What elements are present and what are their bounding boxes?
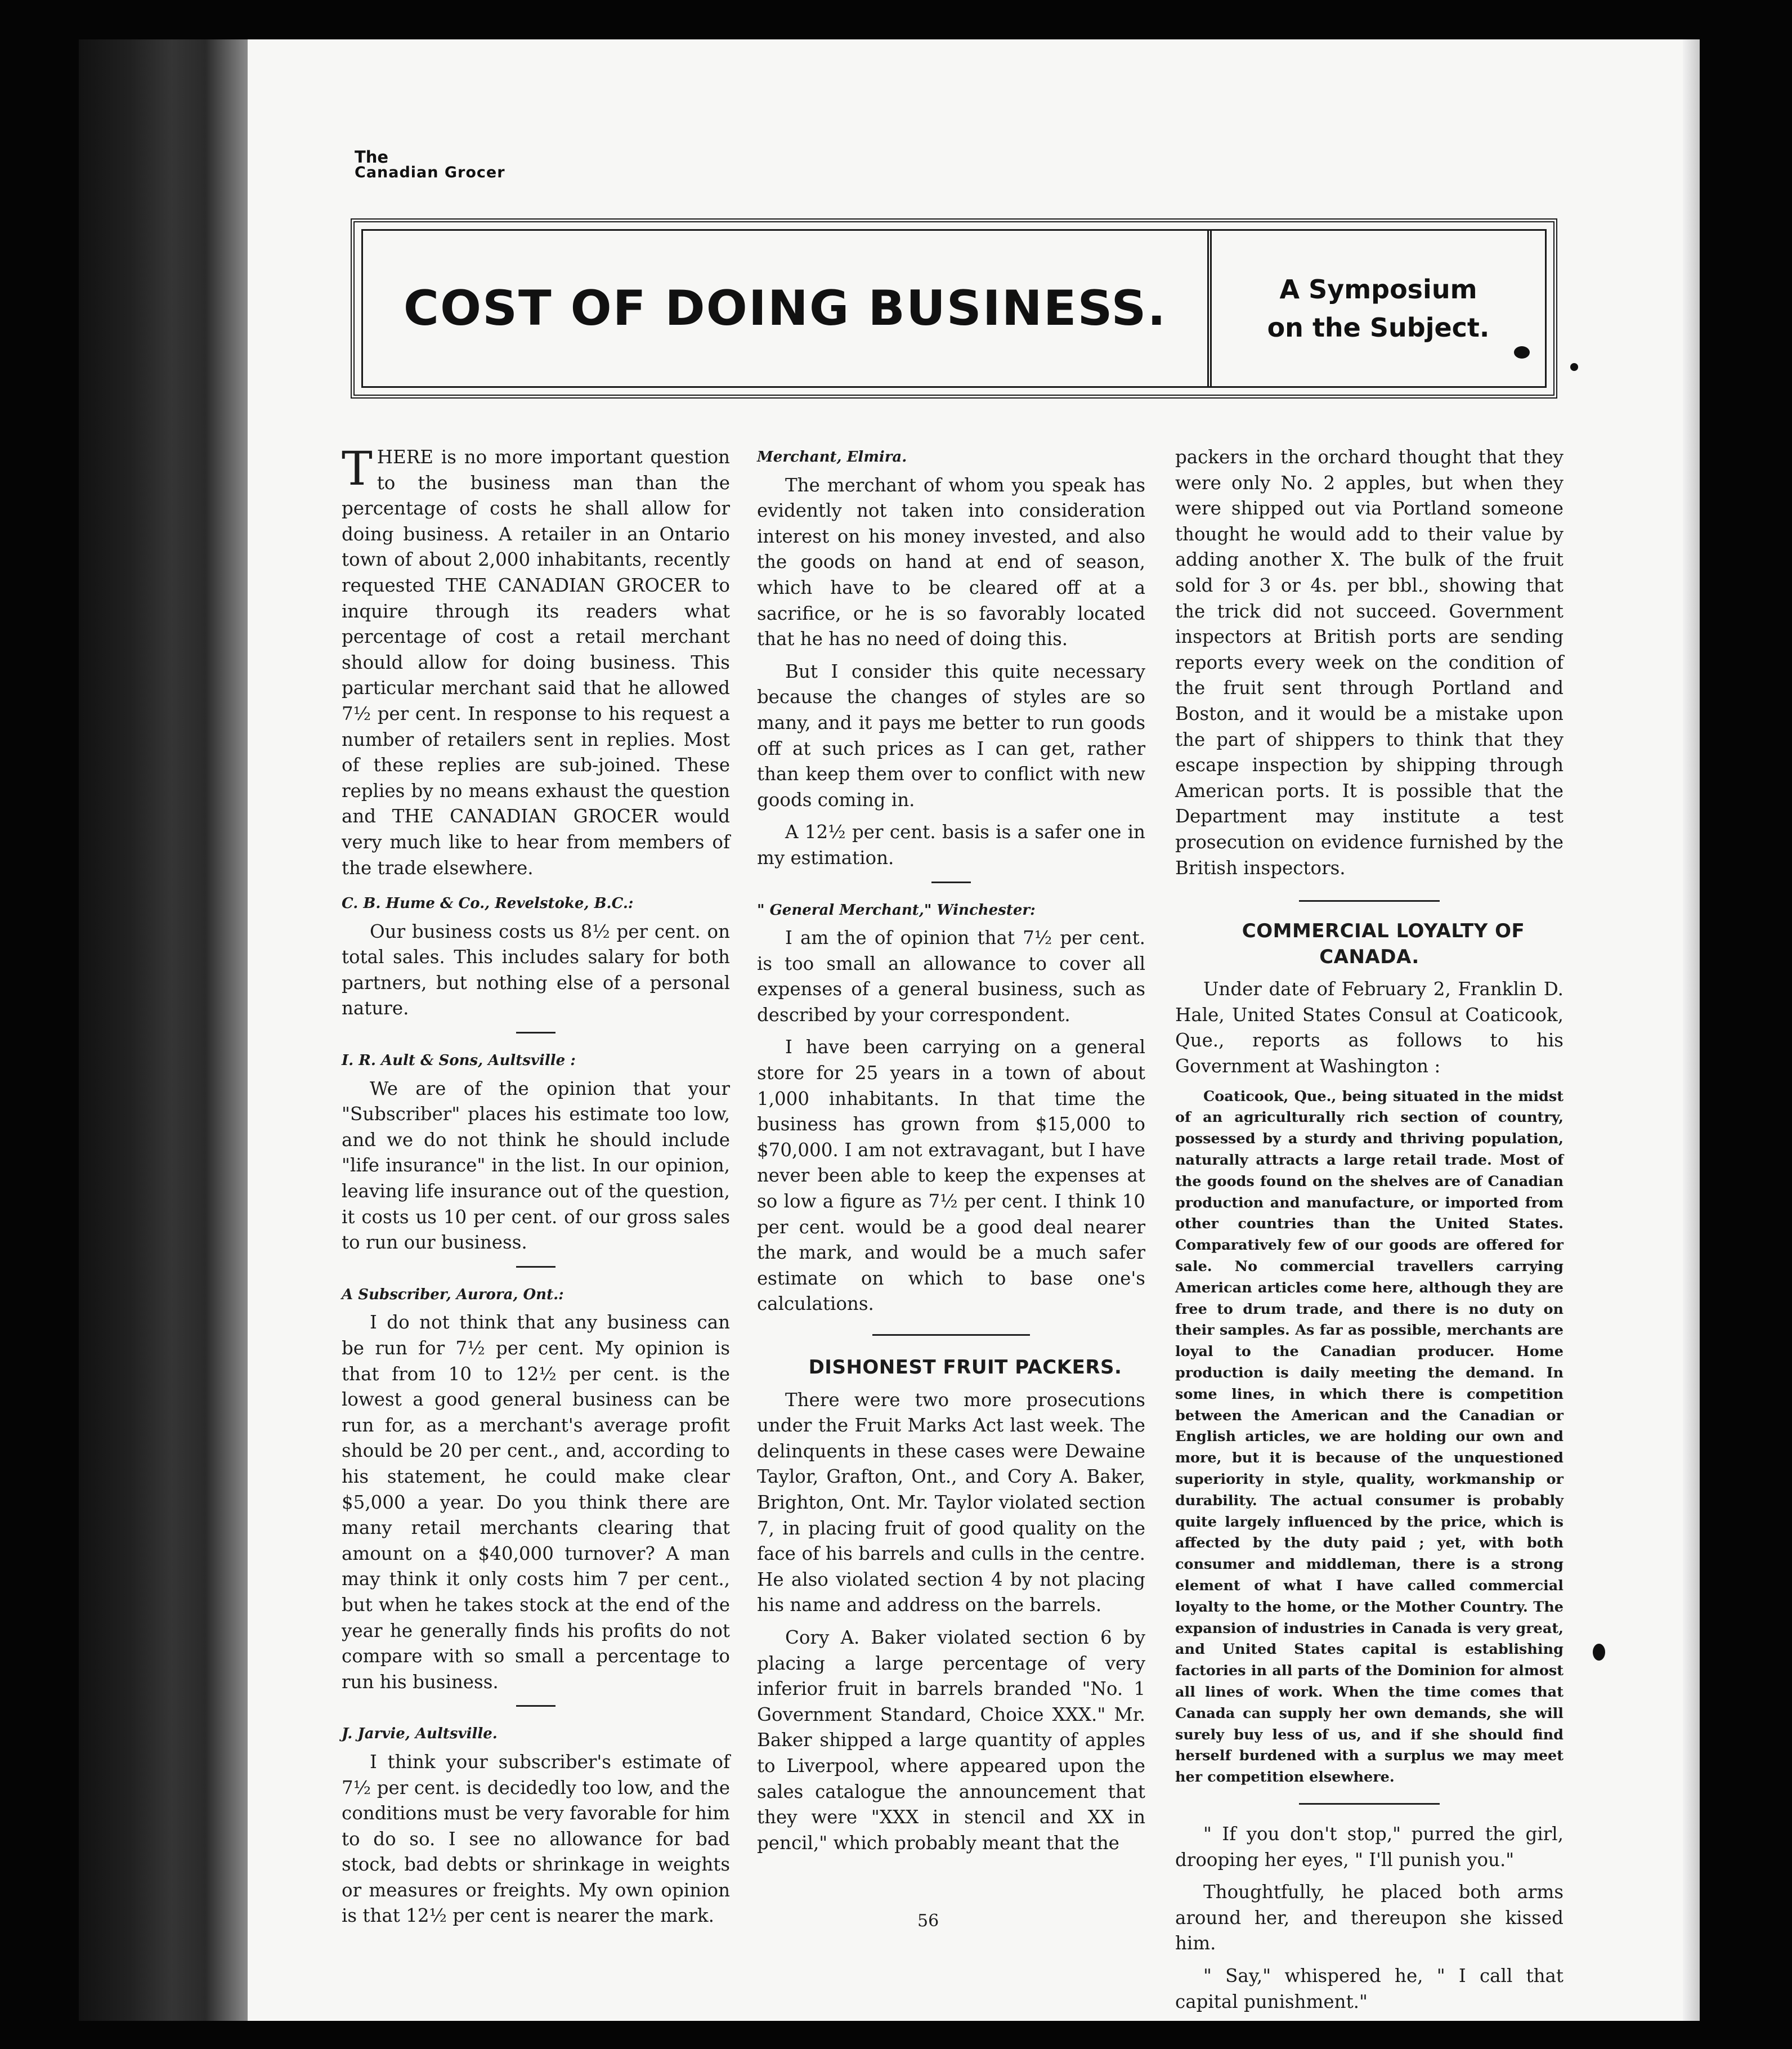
separator-rule bbox=[931, 882, 971, 883]
drop-cap: T bbox=[342, 442, 373, 496]
masthead bbox=[355, 149, 505, 181]
joke-paragraph: " Say," whispered he, " I call that capital punishment." bbox=[1175, 1965, 1563, 2012]
reply-text: A 12½ per cent. basis is a safer one in my estimation. bbox=[757, 821, 1145, 869]
scan-border-top bbox=[0, 0, 1792, 39]
reply-byline: " General Merchant," Winchester: bbox=[757, 901, 1036, 919]
reply-text: The merchant of whom you speak has evidently not taken into consideration interest on his money invested, and also the goods on hand at end of season, which have to be cleared off at a sacrifice, or he is so favorably located that he has no need of doing this. bbox=[757, 474, 1145, 650]
subtitle-line-2: on the Subject. bbox=[1267, 312, 1490, 343]
intro-text: HERE is no more important question to the business man than the percentage of costs he shall allow for doing business. A retailer in an Ontario town of about 2,000 inhabitants, recently requested THE CANADIAN GROCER to inquire through its readers what percentage of cost a retail merchant should allow for doing business. This particular merchant said that he allowed 7½ per cent. In response to his request a number of retailers sent in replies. Most of these replies are sub-joined. These replies by no means exhaust the question and THE CANADIAN GROCER would very much like to hear from members of the trade elsewhere. bbox=[342, 446, 730, 879]
subtitle-line-1: A Symposium bbox=[1279, 274, 1477, 305]
joke-paragraph: " If you don't stop," purred the girl, drooping her eyes, " I'll punish you." bbox=[1175, 1823, 1563, 1871]
reply-text: I have been carrying on a general store for 25 years in a town of about 1,000 inhabitants. In that time the business has grown from $15,000 to $70,000. I am not extravagant, but I have never been able to keep the expenses at so low a figure as 7½ per cent. I think 10 per cent. would be a good deal nearer the mark, and would be a much safer estimate on which to base one's calculations. bbox=[757, 1036, 1145, 1315]
reply-text: I think your subscriber's estimate of 7½ per cent. is decidedly too low, and the conditions must be very favorable for him to do so. I see no allowance for bad stock, bad debts or shrinkage in weights or measures or freights. My own opinion is that 12½ per cent is nearer the mark. bbox=[342, 1751, 730, 1927]
column-3 bbox=[1175, 445, 1563, 2021]
reply-text: I am the of opinion that 7½ per cent. is too small an allowance to cover all expenses of a general business, such as described by your correspondent. bbox=[757, 927, 1145, 1026]
separator-rule bbox=[516, 1266, 555, 1268]
column-2 bbox=[757, 445, 1145, 1863]
masthead-line-2: Canadian Grocer bbox=[355, 164, 505, 181]
ink-speck bbox=[1514, 346, 1530, 359]
consul-report-quote: Coaticook, Que., being situated in the midst of an agriculturally rich section of country, possessed by a sturdy and thriving population, naturally attracts a large retail trade. Most of the goods found on the shelves are of Canadian production and manufacture, or imported from other countries than the United States. Comparatively few of our goods are offered for sale. No commercial travellers carrying American articles come here, although they are free to drum trade, and there is no duty on their samples. As far as possible, merchants are loyal to the Canadian producer. Home production is daily meeting the demand. In some lines, in which there is competition between the American and the Canadian or English articles, we are holding our own and more, but it is because of the unquestioned superiority in style, quality, workmanship or durability. The actual consumer is probably quite largely influenced by the price, which is affected by the duty paid ; yet, with both consumer and middleman, there is a strong element of what I have called commercial loyalty to the home, or the Mother Country. The expansion of industries in Canada is very great, and United States capital is establishing factories in all parts of the Dominion for almost all lines of work. When the time comes that Canada can supply her own demands, she will surely buy less of us, and if she should find herself burdened with a surplus we may meet her competition elsewhere. bbox=[1175, 1088, 1563, 1786]
section-rule bbox=[1299, 900, 1440, 902]
reply-text: We are of the opinion that your "Subscriber" places his estimate too low, and we do not think he should include "life insurance" in the list. In our opinion, leaving life insurance out of the question, it costs us 10 per cent. of our gross sales to run our business. bbox=[342, 1077, 730, 1254]
separator-rule bbox=[516, 1032, 555, 1034]
next-page-edge bbox=[1683, 39, 1700, 2021]
reply-text: But I consider this quite necessary because the changes of styles are so many, and it pays me better to run goods off at such prices as I can get, rather than keep them over to conflict with new goods coming in. bbox=[757, 660, 1145, 811]
column-1 bbox=[342, 442, 730, 1936]
newspaper-page bbox=[248, 39, 1683, 2021]
fruit-paragraph: Cory A. Baker violated section 6 by placing a large percentage of very inferior fruit in barrels branded "No. 1 Government Standard, Choice XXX." Mr. Baker shipped a large quantity of apples to Liverpool, where appeared upon the sales catalogue the announcement that they were "XXX in stencil and XX in pencil," which probably meant that the bbox=[757, 1626, 1145, 1854]
separator-rule bbox=[516, 1705, 555, 1707]
article-subtitle bbox=[1212, 231, 1545, 386]
article-title: COST OF DOING BUSINESS. bbox=[403, 280, 1167, 337]
reply-text: I do not think that any business can be run for 7½ per cent. My opinion is that from 10 to 12½ per cent. is the lowest a good general business can be run for, as a merchant's average profit should be 20 per cent., and, according to his statement, he could make clear $5,000 a year. Do you think there are many retail merchants clearing that amount on a $40,000 turnover? A man may think it only costs him 7 per cent., but when he takes stock at the end of the year he generally finds his profits do not compare with so small a percentage to run his business. bbox=[342, 1312, 730, 1693]
reply-byline: A Subscriber, Aurora, Ont.: bbox=[342, 1286, 564, 1303]
page-number: 56 bbox=[917, 1911, 939, 1931]
ink-speck bbox=[1593, 1644, 1605, 1661]
masthead-line-1: The bbox=[355, 147, 389, 167]
fruit-paragraph: There were two more prosecutions under the Fruit Marks Act last week. The delinquents in these cases were Dewaine Taylor, Grafton, Ont., and Cory A. Baker, Brighton, Ont. Mr. Taylor violated section 7, in placing fruit of good quality on the face of his barrels and culls in the centre. He also violated section 4 by not placing his name and address on the barrels. bbox=[757, 1389, 1145, 1616]
commercial-loyalty-heading: COMMERCIAL LOYALTY OF CANADA. bbox=[1242, 920, 1525, 968]
reply-text: Our business costs us 8½ per cent. on total sales. This includes salary for both partners, but nothing else of a personal nature. bbox=[342, 920, 730, 1019]
section-rule bbox=[872, 1334, 1030, 1336]
scan-border-left bbox=[0, 0, 79, 2049]
fruit-packers-heading: DISHONEST FRUIT PACKERS. bbox=[808, 1356, 1122, 1379]
book-spine bbox=[79, 39, 248, 2021]
reply-byline: C. B. Hume & Co., Revelstoke, B.C.: bbox=[342, 895, 634, 912]
scan-border-right bbox=[1697, 0, 1792, 2049]
intro-paragraph bbox=[342, 442, 730, 881]
reply-byline: I. R. Ault & Sons, Aultsville : bbox=[342, 1052, 576, 1070]
loyalty-intro: Under date of February 2, Franklin D. Hale, United States Consul at Coaticook, Que., reports as follows to his Government at Washington : bbox=[1175, 978, 1563, 1077]
reply-byline: J. Jarvie, Aultsville. bbox=[342, 1725, 498, 1743]
banner-divider bbox=[1207, 231, 1212, 386]
ink-speck bbox=[1570, 363, 1578, 371]
scan-border-bottom bbox=[0, 2021, 1792, 2049]
fruit-continuation: packers in the orchard thought that they were only No. 2 apples, but when they were shipped out via Portland someone thought he would add to their value by adding another X. The bulk of the fruit sold for 3 or 4s. per bbl., showing that the trick did not succeed. Government inspectors at British ports are sending reports every week on the condition of the fruit sent through Portland and Boston, and it would be a mistake upon the part of shippers to think that they escape inspection by shipping through American ports. It is possible that the Department may institute a test prosecution on evidence furnished by the British inspectors. bbox=[1175, 446, 1563, 879]
reply-byline: Merchant, Elmira. bbox=[757, 449, 907, 466]
article-banner bbox=[351, 218, 1557, 399]
section-rule bbox=[1299, 1803, 1440, 1805]
joke-paragraph: Thoughtfully, he placed both arms around her, and thereupon she kissed him. bbox=[1175, 1881, 1563, 1954]
banner-inner-frame bbox=[361, 229, 1547, 388]
